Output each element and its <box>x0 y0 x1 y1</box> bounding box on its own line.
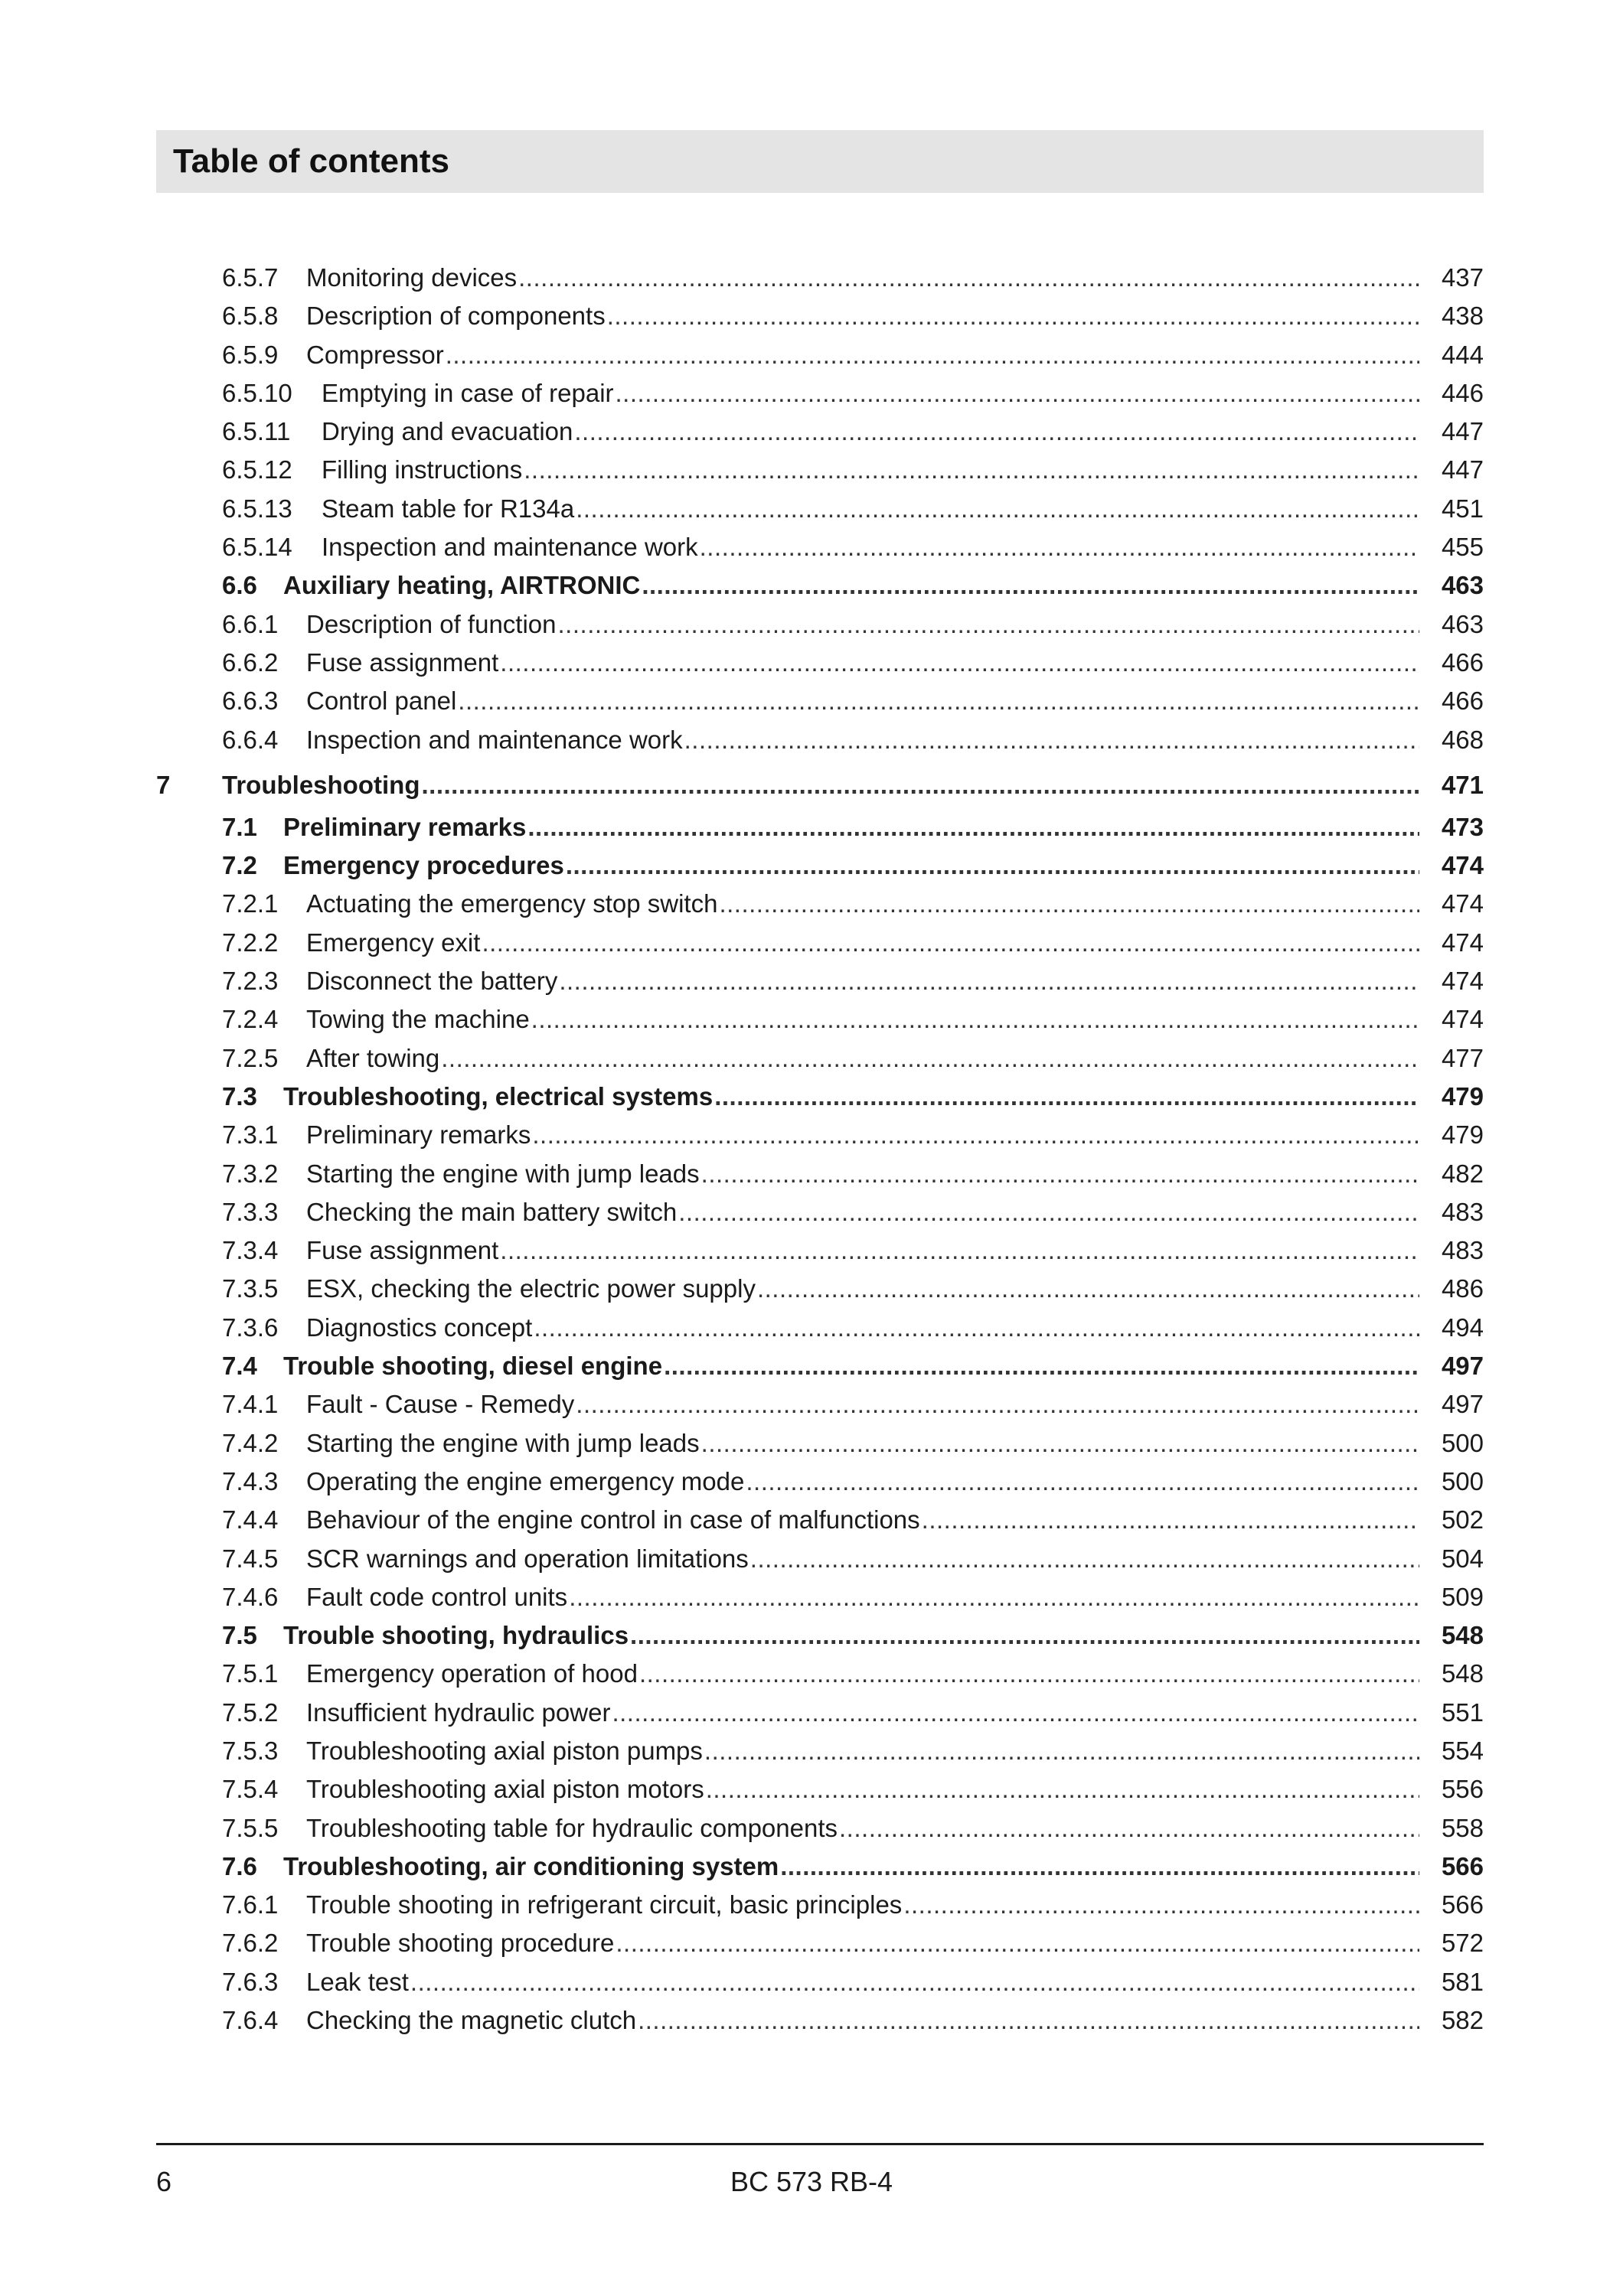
toc-entry-number: 7.1 <box>222 812 257 841</box>
toc-entry[interactable] <box>156 846 1484 885</box>
toc-entry-page: 566 <box>1441 1890 1484 1919</box>
toc-entry-title: Trouble shooting procedure <box>306 1929 615 1958</box>
toc-entry-leader <box>283 846 1419 885</box>
toc-entry-number: 7.6 <box>222 1851 257 1880</box>
toc-entry-leader <box>306 1463 1419 1501</box>
toc-entry-number: 7.3.3 <box>222 1197 279 1226</box>
toc-entry-title: Emptying in case of repair <box>322 378 614 407</box>
dot-leader <box>518 259 1419 297</box>
toc-entry-leader <box>306 605 1419 644</box>
toc-entry-leader <box>283 1078 1419 1116</box>
toc-entry[interactable] <box>156 1963 1484 2001</box>
toc-entry-page: 446 <box>1441 378 1484 407</box>
toc-entry-title: After towing <box>306 1043 440 1072</box>
toc-entry-page: 566 <box>1441 1851 1484 1880</box>
dot-leader <box>780 1848 1419 1886</box>
toc-entry-number: 7.4.6 <box>222 1582 279 1611</box>
toc-entry-page: 509 <box>1441 1582 1484 1611</box>
toc-entry[interactable] <box>156 1655 1484 1693</box>
toc-entry-page: 447 <box>1441 417 1484 446</box>
toc-entry-number: 7.3.1 <box>222 1120 279 1150</box>
toc-entry[interactable] <box>156 1463 1484 1501</box>
toc-entry-page: 437 <box>1441 263 1484 292</box>
toc-entry-leader <box>306 1270 1419 1308</box>
toc-entry-number: 7.2.3 <box>222 967 279 996</box>
toc-entry[interactable] <box>156 1424 1484 1463</box>
toc-entry-title: Preliminary remarks <box>306 1120 531 1150</box>
dot-leader <box>642 566 1419 605</box>
dot-leader <box>500 644 1419 682</box>
toc-entry-title: Troubleshooting, electrical systems <box>283 1081 714 1110</box>
dot-leader <box>458 682 1419 720</box>
toc-entry-leader <box>306 1886 1419 1924</box>
toc-entry-number: 6.5.10 <box>222 378 292 407</box>
toc-entry-number: 7.3.4 <box>222 1236 279 1265</box>
dot-leader <box>421 762 1419 808</box>
dot-leader <box>684 721 1419 759</box>
toc-entry-leader <box>306 1809 1419 1848</box>
toc-entry-leader <box>306 1424 1419 1463</box>
toc-entry-leader <box>306 259 1419 297</box>
toc-entry-page: 471 <box>1441 770 1484 799</box>
toc-entry[interactable] <box>156 566 1484 605</box>
toc-entry[interactable] <box>156 1770 1484 1808</box>
toc-entry-title: Starting the engine with jump leads <box>306 1428 700 1457</box>
toc-entry-number: 7.5.1 <box>222 1659 279 1688</box>
dot-leader <box>532 1116 1419 1154</box>
toc-entry-leader <box>306 1231 1419 1270</box>
toc-entry-title: Inspection and maintenance work <box>322 533 698 562</box>
toc-entry-leader <box>306 336 1419 374</box>
toc-entry-page: 466 <box>1441 687 1484 716</box>
toc-entry-page: 497 <box>1441 1390 1484 1419</box>
toc-entry-leader <box>306 885 1419 923</box>
toc-entry-number: 7.5 <box>222 1621 257 1650</box>
dot-leader <box>482 924 1419 962</box>
toc-entry[interactable] <box>156 1039 1484 1078</box>
toc-entry-page: 497 <box>1441 1352 1484 1381</box>
toc-entry-title: Inspection and maintenance work <box>306 725 683 754</box>
toc-entry-page: 474 <box>1441 967 1484 996</box>
toc-entry-page: 502 <box>1441 1505 1484 1534</box>
toc-entry-number: 7.2.4 <box>222 1005 279 1034</box>
dot-leader <box>678 1193 1419 1231</box>
toc-entry-leader <box>306 297 1419 335</box>
dot-leader <box>700 528 1419 566</box>
dot-leader <box>701 1155 1419 1193</box>
toc-entry[interactable] <box>156 1155 1484 1193</box>
dot-leader <box>534 1309 1419 1347</box>
toc-entry-number: 7.4.4 <box>222 1505 279 1534</box>
dot-leader <box>531 1000 1419 1039</box>
toc-entry-number: 7.2 <box>222 851 257 880</box>
toc-entry[interactable] <box>156 259 1484 297</box>
toc-entry[interactable] <box>156 451 1484 489</box>
toc-entry-title: Leak test <box>306 1967 409 1996</box>
dot-leader <box>616 374 1419 413</box>
toc-entry-title: Checking the magnetic clutch <box>306 2006 637 2035</box>
dot-leader <box>664 1347 1419 1385</box>
toc-entry[interactable] <box>156 1732 1484 1770</box>
toc-entry-title: Behaviour of the engine control in case of malfunctions <box>306 1505 920 1534</box>
toc-entry-page: 479 <box>1441 1081 1484 1110</box>
dot-leader <box>500 1231 1419 1270</box>
toc-entry-page: 466 <box>1441 647 1484 677</box>
toc-entry-title: Compressor <box>306 340 444 369</box>
toc-entry-page: 477 <box>1441 1043 1484 1072</box>
toc-entry-title: Fuse assignment <box>306 647 499 677</box>
toc-entry-number: 7.6.2 <box>222 1929 279 1958</box>
toc-entry-leader <box>306 682 1419 720</box>
toc-entry[interactable] <box>156 808 1484 846</box>
toc-entry-title: Fault code control units <box>306 1582 568 1611</box>
toc-entry-number: 6.6 <box>222 571 257 600</box>
toc-entry-page: 474 <box>1441 928 1484 957</box>
toc-entry-number: 7.4 <box>222 1352 257 1381</box>
toc-entry-page: 463 <box>1441 571 1484 600</box>
toc-entry-leader <box>306 1694 1419 1732</box>
toc-entry-page: 468 <box>1441 725 1484 754</box>
toc-entry[interactable] <box>156 1540 1484 1578</box>
toc-entry[interactable] <box>156 1694 1484 1732</box>
header-bar <box>156 130 1484 193</box>
dot-leader <box>576 490 1419 528</box>
toc-entry-leader <box>322 490 1419 528</box>
toc-entry-page: 504 <box>1441 1544 1484 1573</box>
dot-leader <box>558 605 1419 644</box>
toc-entry[interactable] <box>156 1116 1484 1154</box>
toc-entry-title: ESX, checking the electric power supply <box>306 1274 756 1303</box>
toc-entry-number: 7.5.4 <box>222 1775 279 1804</box>
toc-entry-page: 558 <box>1441 1813 1484 1842</box>
toc-entry[interactable] <box>156 1193 1484 1231</box>
toc-entry-number: 7.3.2 <box>222 1159 279 1188</box>
toc-entry[interactable] <box>156 413 1484 451</box>
toc-entry[interactable] <box>156 1309 1484 1347</box>
toc-entry-number: 6.5.11 <box>222 417 291 446</box>
toc-entry-title: Trouble shooting, diesel engine <box>283 1352 663 1381</box>
toc-entry-leader <box>306 1309 1419 1347</box>
toc-entry-title: Emergency operation of hood <box>306 1659 638 1688</box>
toc-entry-page: 548 <box>1441 1621 1484 1650</box>
toc-entry-page: 581 <box>1441 1967 1484 1996</box>
toc-entry-title: Filling instructions <box>322 455 523 484</box>
dot-leader <box>616 1924 1419 1962</box>
toc-entry[interactable] <box>156 1000 1484 1039</box>
dot-leader <box>612 1694 1419 1732</box>
dot-leader <box>441 1039 1419 1078</box>
dot-leader <box>903 1886 1419 1924</box>
toc-entry-title: Disconnect the battery <box>306 967 558 996</box>
dot-leader <box>566 846 1419 885</box>
toc-entry-number: 6.6.4 <box>222 725 279 754</box>
toc-entry-leader <box>306 1540 1419 1578</box>
dot-leader <box>701 1424 1419 1463</box>
dot-leader <box>559 962 1419 1000</box>
toc-entry-page: 455 <box>1441 533 1484 562</box>
toc-entry[interactable] <box>156 1886 1484 1924</box>
toc-entry-page: 494 <box>1441 1313 1484 1342</box>
dot-leader <box>607 297 1419 335</box>
toc-entry-title: Emergency procedures <box>283 851 564 880</box>
dot-leader <box>719 885 1419 923</box>
toc-entry-leader <box>283 808 1419 846</box>
toc-entry-number: 7.3 <box>222 1081 257 1110</box>
toc-entry-title: Insufficient hydraulic power <box>306 1698 611 1727</box>
toc-entry-leader <box>322 413 1419 451</box>
toc-entry[interactable] <box>156 528 1484 566</box>
toc-entry-leader <box>306 1732 1419 1770</box>
toc-entry-title: Trouble shooting, hydraulics <box>283 1621 629 1650</box>
toc-entry-title: Troubleshooting axial piston pumps <box>306 1736 703 1765</box>
toc-entry-number: 7.5.3 <box>222 1736 279 1765</box>
toc-entry-title: Towing the machine <box>306 1005 530 1034</box>
toc-entry-title: Description of function <box>306 609 557 638</box>
toc-entry[interactable] <box>156 1231 1484 1270</box>
toc-entry-leader <box>306 962 1419 1000</box>
toc-entry-title: Troubleshooting axial piston motors <box>306 1775 704 1804</box>
toc-entry[interactable] <box>156 762 1484 808</box>
toc-entry-number: 6.5.13 <box>222 494 292 523</box>
dot-leader <box>922 1501 1419 1539</box>
toc-entry[interactable] <box>156 1347 1484 1385</box>
toc-entry-leader <box>306 1039 1419 1078</box>
toc-entry[interactable] <box>156 374 1484 413</box>
toc-entry-page: 548 <box>1441 1659 1484 1688</box>
dot-leader <box>524 451 1419 489</box>
toc-entry-title: Description of components <box>306 302 606 331</box>
toc-entry[interactable] <box>156 1501 1484 1539</box>
dot-leader <box>574 413 1419 451</box>
dot-leader <box>630 1616 1419 1655</box>
toc-entry-leader <box>306 1655 1419 1693</box>
toc-entry-page: 438 <box>1441 302 1484 331</box>
toc-entry[interactable] <box>156 1078 1484 1116</box>
toc-entry-number: 6.6.2 <box>222 647 279 677</box>
dot-leader <box>750 1540 1419 1578</box>
dot-leader <box>638 2001 1419 2040</box>
toc-entry-leader <box>306 1578 1419 1616</box>
dot-leader <box>446 336 1419 374</box>
toc-entry-page: 474 <box>1441 851 1484 880</box>
toc-entry-title: Troubleshooting, air conditioning system <box>283 1851 779 1880</box>
toc-entry-leader <box>322 374 1419 413</box>
toc-entry-page: 473 <box>1441 812 1484 841</box>
toc-entry[interactable] <box>156 297 1484 335</box>
toc-entry-leader <box>322 451 1419 489</box>
toc-entry-leader <box>283 1616 1419 1655</box>
toc-entry[interactable] <box>156 962 1484 1000</box>
toc-entry-number: 7.5.2 <box>222 1698 279 1727</box>
toc-entry[interactable] <box>156 1809 1484 1848</box>
toc-list <box>156 259 1484 2040</box>
toc-entry[interactable] <box>156 605 1484 644</box>
toc-entry[interactable] <box>156 2001 1484 2040</box>
toc-entry[interactable] <box>156 924 1484 962</box>
toc-entry-leader <box>306 1501 1419 1539</box>
toc-entry[interactable] <box>156 682 1484 720</box>
toc-entry-number: 7 <box>156 770 171 799</box>
toc-entry-number: 6.6.1 <box>222 609 279 638</box>
toc-entry-leader <box>306 1963 1419 2001</box>
toc-entry[interactable] <box>156 1578 1484 1616</box>
toc-entry-page: 463 <box>1441 609 1484 638</box>
toc-entry-title: Diagnostics concept <box>306 1313 533 1342</box>
toc-entry-page: 483 <box>1441 1236 1484 1265</box>
toc-entry-leader <box>306 1000 1419 1039</box>
toc-entry-number: 7.6.1 <box>222 1890 279 1919</box>
toc-entry-number: 6.5.9 <box>222 340 279 369</box>
toc-entry-page: 444 <box>1441 340 1484 369</box>
toc-entry-number: 7.3.6 <box>222 1313 279 1342</box>
toc-entry[interactable] <box>156 1924 1484 1962</box>
toc-entry-page: 554 <box>1441 1736 1484 1765</box>
toc-entry-number: 7.6.3 <box>222 1967 279 1996</box>
toc-entry-number: 6.5.14 <box>222 533 292 562</box>
dot-leader <box>757 1270 1419 1308</box>
page-title: Table of contents <box>173 142 449 180</box>
toc-entry-page: 551 <box>1441 1698 1484 1727</box>
footer-document-id: BC 573 RB-4 <box>730 2166 893 2197</box>
toc-entry-leader <box>306 1770 1419 1808</box>
toc-entry-page: 451 <box>1441 494 1484 523</box>
toc-entry-leader <box>283 566 1419 605</box>
dot-leader <box>704 1732 1419 1770</box>
toc-entry-number: 6.6.3 <box>222 687 279 716</box>
toc-entry-number: 6.5.12 <box>222 455 292 484</box>
toc-entry-page: 572 <box>1441 1929 1484 1958</box>
toc-entry-title: Operating the engine emergency mode <box>306 1466 745 1495</box>
toc-entry-page: 479 <box>1441 1120 1484 1150</box>
toc-entry-title: Starting the engine with jump leads <box>306 1159 700 1188</box>
toc-entry-title: Trouble shooting in refrigerant circuit, basic principles <box>306 1890 903 1919</box>
toc-entry[interactable] <box>156 1270 1484 1308</box>
toc-entry-title: Control panel <box>306 687 457 716</box>
toc-entry-title: Fault - Cause - Remedy <box>306 1390 575 1419</box>
toc-entry-number: 7.4.2 <box>222 1428 279 1457</box>
toc-entry-title: SCR warnings and operation limitations <box>306 1544 749 1573</box>
toc-entry[interactable] <box>156 1616 1484 1655</box>
toc-entry-page: 474 <box>1441 889 1484 918</box>
toc-entry-title: Checking the main battery switch <box>306 1197 678 1226</box>
dot-leader <box>706 1770 1419 1808</box>
toc-entry-title: Actuating the emergency stop switch <box>306 889 718 918</box>
toc-entry-leader <box>306 1155 1419 1193</box>
toc-entry-title: Troubleshooting <box>222 770 420 799</box>
toc-entry-number: 7.2.1 <box>222 889 279 918</box>
dot-leader <box>527 808 1419 846</box>
toc-entry-leader <box>306 1193 1419 1231</box>
toc-entry-page: 582 <box>1441 2006 1484 2035</box>
dot-leader <box>714 1078 1419 1116</box>
dot-leader <box>746 1463 1419 1501</box>
toc-entry-page: 500 <box>1441 1428 1484 1457</box>
toc-entry[interactable] <box>156 1848 1484 1886</box>
toc-entry-number: 7.4.1 <box>222 1390 279 1419</box>
toc-entry-page: 474 <box>1441 1005 1484 1034</box>
toc-entry-leader <box>283 1347 1419 1385</box>
toc-entry-page: 483 <box>1441 1197 1484 1226</box>
toc-entry[interactable] <box>156 1385 1484 1424</box>
toc-entry-number: 7.2.5 <box>222 1043 279 1072</box>
toc-entry-title: Fuse assignment <box>306 1236 499 1265</box>
toc-entry-number: 7.6.4 <box>222 2006 279 2035</box>
toc-entry-leader <box>222 762 1419 808</box>
toc-entry[interactable] <box>156 490 1484 528</box>
toc-entry-leader <box>306 2001 1419 2040</box>
footer-divider <box>156 2143 1484 2145</box>
toc-entry-title: Emergency exit <box>306 928 481 957</box>
toc-entry[interactable] <box>156 644 1484 682</box>
toc-entry-page: 486 <box>1441 1274 1484 1303</box>
toc-entry-leader <box>322 528 1419 566</box>
toc-entry-leader <box>306 721 1419 759</box>
toc-entry-title: Drying and evacuation <box>322 417 573 446</box>
toc-entry-number: 7.4.3 <box>222 1466 279 1495</box>
toc-entry[interactable] <box>156 721 1484 759</box>
dot-leader <box>569 1578 1419 1616</box>
footer-page-number: 6 <box>156 2166 172 2197</box>
toc-entry-leader <box>306 924 1419 962</box>
toc-entry-page: 556 <box>1441 1775 1484 1804</box>
dot-leader <box>639 1655 1419 1693</box>
toc-entry-leader <box>306 1924 1419 1962</box>
toc-entry[interactable] <box>156 885 1484 923</box>
toc-entry[interactable] <box>156 336 1484 374</box>
dot-leader <box>410 1963 1419 2001</box>
toc-entry-title: Steam table for R134a <box>322 494 575 523</box>
dot-leader <box>839 1809 1419 1848</box>
toc-entry-title: Auxiliary heating, AIRTRONIC <box>283 571 641 600</box>
toc-entry-leader <box>306 644 1419 682</box>
toc-entry-title: Troubleshooting table for hydraulic components <box>306 1813 838 1842</box>
toc-entry-page: 500 <box>1441 1466 1484 1495</box>
toc-entry-title: Monitoring devices <box>306 263 518 292</box>
toc-entry-leader <box>283 1848 1419 1886</box>
toc-entry-number: 7.3.5 <box>222 1274 279 1303</box>
toc-entry-leader <box>306 1116 1419 1154</box>
toc-entry-leader <box>306 1385 1419 1424</box>
toc-entry-title: Preliminary remarks <box>283 812 527 841</box>
toc-entry-number: 6.5.8 <box>222 302 279 331</box>
toc-entry-number: 7.4.5 <box>222 1544 279 1573</box>
toc-entry-page: 482 <box>1441 1159 1484 1188</box>
toc-entry-page: 447 <box>1441 455 1484 484</box>
dot-leader <box>576 1385 1419 1424</box>
toc-entry-number: 7.5.5 <box>222 1813 279 1842</box>
toc-entry-number: 7.2.2 <box>222 928 279 957</box>
toc-entry-number: 6.5.7 <box>222 263 279 292</box>
